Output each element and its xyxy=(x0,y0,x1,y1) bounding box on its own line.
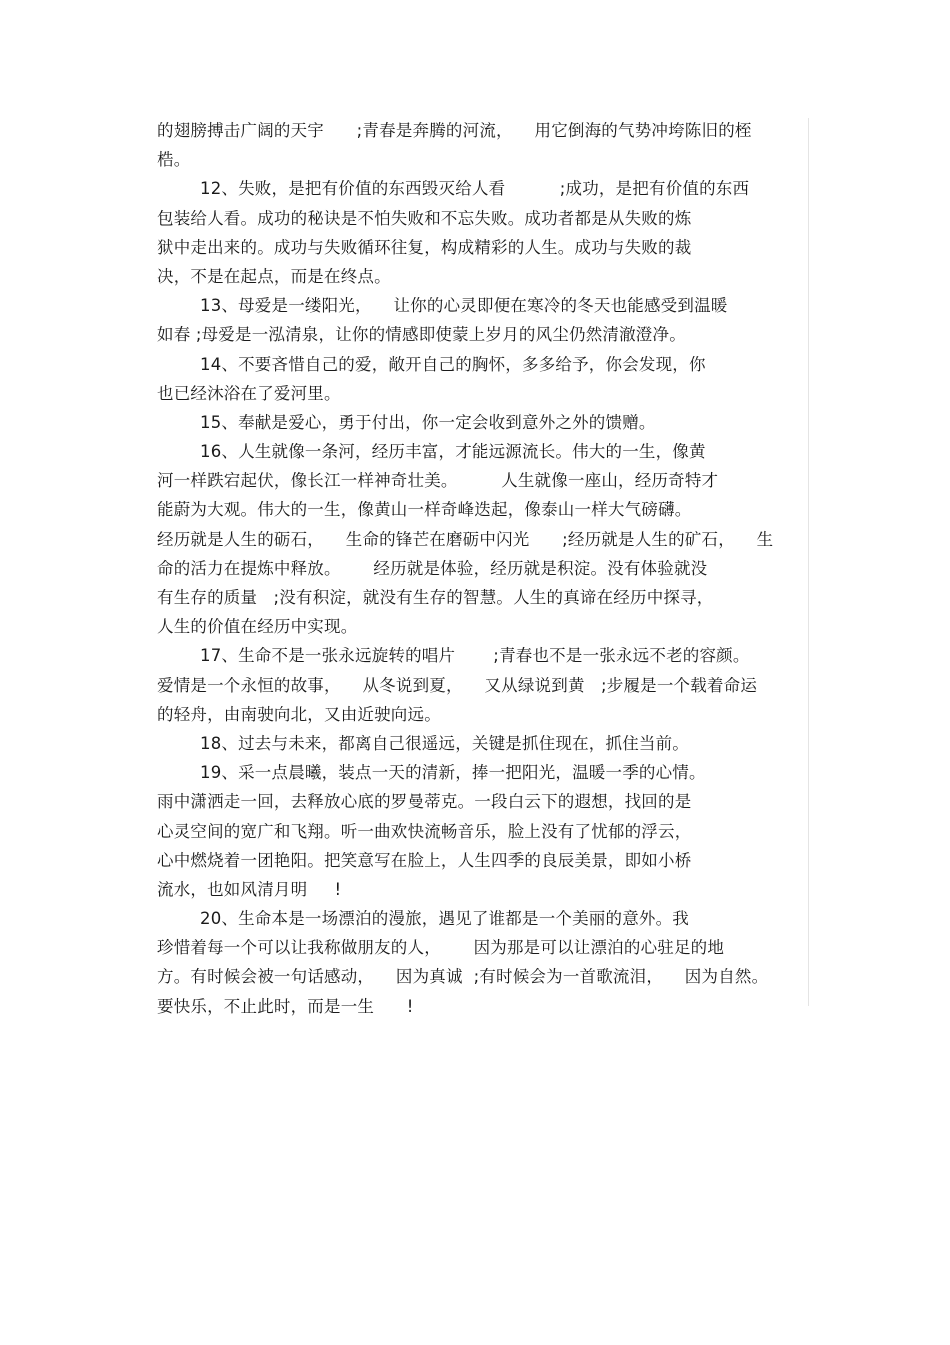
text-line: 的轻舟，由南驶向北，又由近驶向远。 xyxy=(157,704,441,724)
text-line: 19、采一点晨曦，装点一天的清新，捧一把阳光，温暖一季的心情。 xyxy=(200,763,706,783)
text-line: 15、奉献是爱心，勇于付出，你一定会收到意外之外的馈赠。 xyxy=(200,412,656,432)
text-line: 也已经沐浴在了爱河里。 xyxy=(157,383,341,403)
text-line: 方。有时候会被一句话感动， 因为真诚 ;有时候会为一首歌流泪， 因为自然。 xyxy=(157,967,769,987)
text-line: 心中燃烧着一团艳阳。把笑意写在脸上，人生四季的良辰美景，即如小桥 xyxy=(157,850,692,870)
text-line: 20、生命本是一场漂泊的漫旅，遇见了谁都是一个美丽的意外。我 xyxy=(200,909,689,929)
text-line: 命的活力在提炼中释放。 经历就是体验，经历就是积淀。没有体验就没 xyxy=(157,558,708,578)
text-line: 14、不要吝惜自己的爱，敞开自己的胸怀，多多给予，你会发现，你 xyxy=(200,354,706,374)
text-line: 的翅膀搏击广阔的天宇 ;青春是奔腾的河流， 用它倒海的气势冲垮陈旧的桎 xyxy=(157,121,752,140)
text-line: 雨中潇洒走一回，去释放心底的罗曼蒂克。一段白云下的遐想，找回的是 xyxy=(157,792,692,812)
text-line: 梏。 xyxy=(157,150,191,170)
text-line: 心灵空间的宽广和飞翔。听一曲欢快流畅音乐，脸上没有了忧郁的浮云， xyxy=(157,821,692,841)
text-line: 能蔚为大观。伟大的一生，像黄山一样奇峰迭起，像泰山一样大气磅礴。 xyxy=(157,500,692,520)
text-line: 流水，也如风清月明 ! xyxy=(157,879,342,899)
text-line: 18、过去与未来，都离自己很遥远，关键是抓住现在，抓住当前。 xyxy=(200,733,689,753)
text-line: 要快乐，不止此时，而是一生 ! xyxy=(157,996,414,1016)
text-line: 河一样跌宕起伏，像长江一样神奇壮美。 人生就像一座山，经历奇特才 xyxy=(157,471,719,491)
text-line: 珍惜着每一个可以让我称做朋友的人， 因为那是可以让漂泊的心驻足的地 xyxy=(157,938,725,958)
text-line: 17、生命不是一张永远旋转的唱片 ;青春也不是一张永远不老的容颜。 xyxy=(200,646,750,666)
text-body xyxy=(157,116,817,1021)
text-line: 爱情是一个永恒的故事， 从冬说到夏， 又从绿说到黄 ;步履是一个载着命运 xyxy=(157,675,758,695)
text-line: 有生存的质量 ;没有积淀，就没有生存的智慧。人生的真谛在经历中探寻， xyxy=(157,588,714,607)
text-line: 狱中走出来的。成功与失败循环往复，构成精彩的人生。成功与失败的裁 xyxy=(157,237,692,257)
text-line: 包装给人看。成功的秘诀是不怕失败和不忘失败。成功者都是从失败的炼 xyxy=(157,208,692,228)
text-line: 16、人生就像一条河，经历丰富，才能远源流长。伟大的一生，像黄 xyxy=(200,442,706,462)
text-line: 13、母爱是一缕阳光， 让你的心灵即便在寒冷的冬天也能感受到温暖 xyxy=(200,296,728,316)
text-line: 如春 ;母爱是一泓清泉，让你的情感即使蒙上岁月的风尘仍然清澈澄净。 xyxy=(157,325,686,345)
text-line: 经历就是人生的砺石， 生命的锋芒在磨砺中闪光 ;经历就是人生的矿石， 生 xyxy=(157,529,774,549)
text-line: 人生的价值在经历中实现。 xyxy=(157,617,358,637)
text-line: 决，不是在起点，而是在终点。 xyxy=(157,266,391,286)
text-line: 12、失败，是把有价值的东西毁灭给人看 ;成功，是把有价值的东西 xyxy=(200,179,750,199)
